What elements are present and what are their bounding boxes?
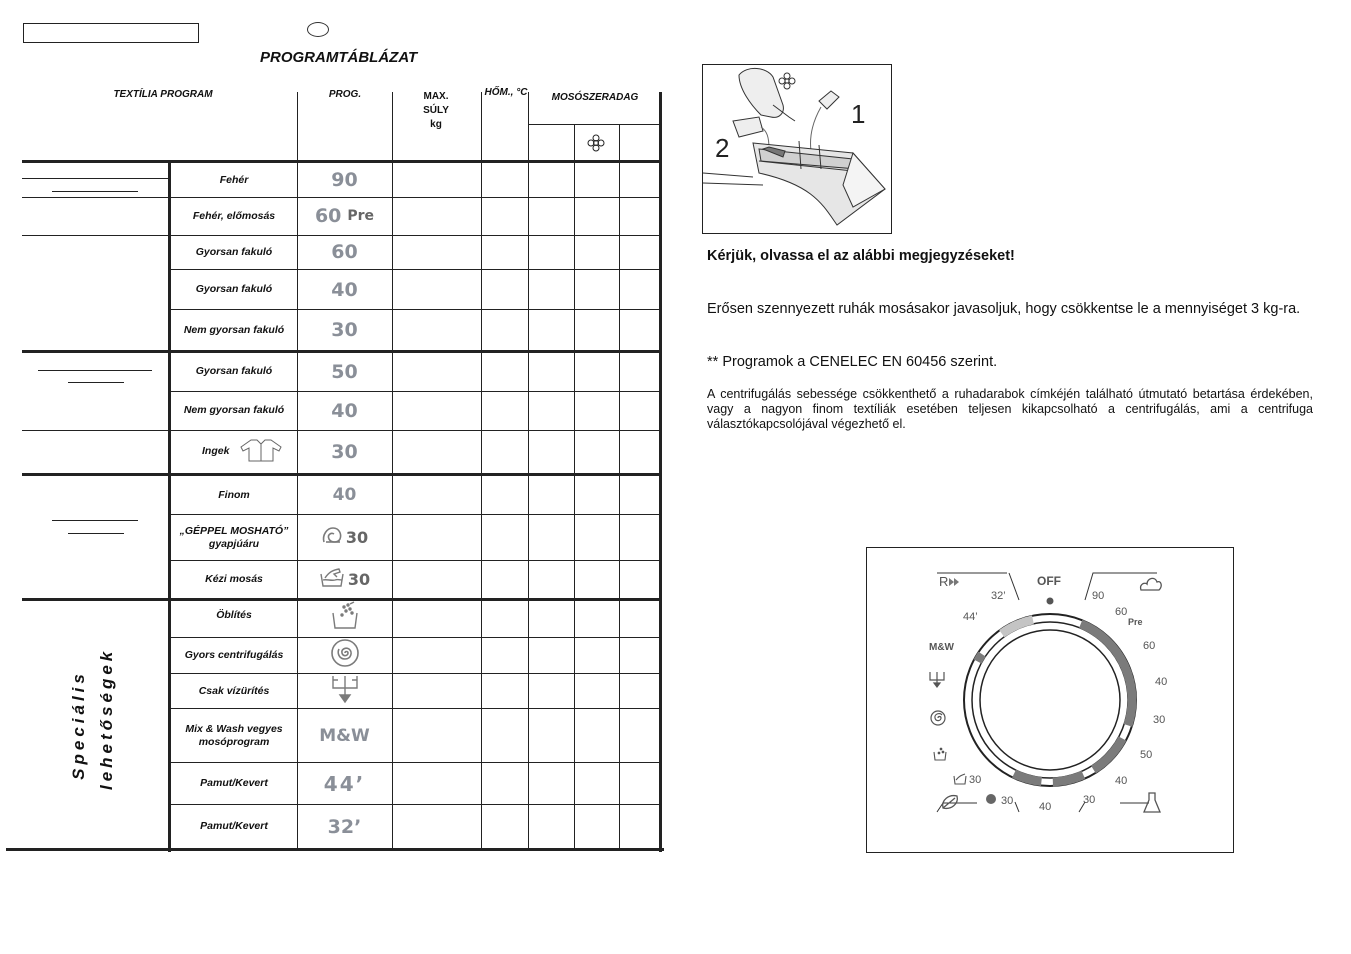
prog-value	[298, 805, 391, 848]
prog-icon-cell	[298, 601, 391, 636]
flower-icon	[586, 133, 606, 158]
prog-number: 60	[331, 241, 358, 263]
hand-wash-icon	[954, 774, 966, 784]
note-heavy-soil: Erősen szennyezett ruhák mosásakor javasoljuk, hogy csökkentse le a mennyiséget 3 kg-ra.	[707, 301, 1301, 317]
row-label: Ingek	[202, 445, 230, 457]
prog-icon-cell	[298, 674, 391, 708]
program-table	[0, 0, 670, 860]
shirt-icon	[237, 437, 285, 467]
notes-heading: Kérjük, olvassa el az alábbi megjegyzéseket!	[707, 248, 1015, 264]
spin-icon	[330, 638, 360, 673]
prog-value	[298, 709, 391, 762]
prog-value	[298, 431, 391, 472]
prog-number: 50	[331, 360, 358, 383]
col-temp: HŐM., °C	[484, 87, 528, 98]
dial-label: 40	[1039, 801, 1052, 813]
prog-number: 44’	[323, 771, 366, 796]
dial-label: 30	[1153, 714, 1166, 726]
col-textile-program: TEXTÍLIA PROGRAM	[113, 89, 213, 100]
col-max-weight	[395, 90, 477, 132]
prog-number: 40	[331, 278, 358, 301]
row-label: Nem gyorsan fakuló	[183, 404, 285, 416]
prog-number: 30	[331, 319, 358, 341]
rinse-icon	[330, 601, 360, 636]
dial-pre-label: Pre	[1128, 617, 1143, 627]
row-label: Nem gyorsan fakuló	[183, 323, 285, 336]
program-dial-figure	[866, 547, 1234, 853]
row-label: Finom	[218, 488, 250, 501]
prog-value	[298, 561, 391, 598]
special-group-text: Speciális lehetőségek	[69, 647, 116, 790]
drain-icon	[930, 672, 944, 687]
prog-number: 40	[331, 399, 358, 422]
dial-label: 30	[1083, 794, 1096, 806]
prog-value	[298, 515, 391, 560]
row-label: Mix & Wash vegyes mosóprogram	[185, 722, 283, 748]
prog-number: 30	[331, 440, 358, 463]
row-label: „GÉPPEL MOSHATÓ” gyapjúáru	[179, 524, 289, 550]
prog-number: 90	[331, 169, 358, 191]
hand-wash-icon	[319, 566, 345, 593]
row-label: Gyorsan fakuló	[195, 245, 273, 258]
dial-label: 50	[1140, 749, 1153, 761]
col-detergent: MOSÓSZERADAG	[551, 92, 639, 103]
col-max-weight-text: MAX. SÚLY kg	[423, 91, 449, 130]
program-dial	[867, 548, 1233, 852]
row-label: Pamut/Kevert	[200, 820, 268, 832]
prog-number: 30	[347, 570, 371, 589]
detergent-drawer-illustration	[703, 65, 891, 233]
dial-label: 30	[1001, 795, 1014, 807]
dial-off-dot	[1047, 598, 1054, 605]
dial-label: 30	[969, 774, 982, 786]
dial-off-label: OFF	[1037, 574, 1061, 588]
svg-text:R: R	[939, 574, 949, 589]
prog-icon-cell	[298, 638, 391, 673]
spin-icon	[931, 711, 945, 725]
note-spin-speed: A centrifugálás sebessége csökkenthető a ruhadarabok címkéjén található útmutató betartása érdekében, vagy a nagyon finom textíliák esetében teljesen kikapcsolható a centrifugálás, ami a centrifuga választókapcsolójával végezhető el.	[707, 387, 1313, 431]
note-cenelec: ** Programok a CENELEC EN 60456 szerint.	[707, 354, 998, 370]
row-label: Pamut/Kevert	[200, 777, 268, 789]
dial-label: 60	[1143, 640, 1156, 652]
prog-value	[298, 310, 391, 350]
dial-arc-quick	[1002, 620, 1033, 634]
dial-mw-label: M&W	[929, 642, 954, 653]
wool-icon	[321, 525, 343, 550]
col-prog: PROG.	[328, 89, 362, 100]
row-label: Öblítés	[216, 608, 252, 621]
drawer-label-1: 1	[851, 99, 866, 129]
dial-arc-delicate-left	[1014, 774, 1041, 782]
dial-arc-delicate-right	[1053, 775, 1083, 782]
prog-number: M&W	[319, 725, 370, 746]
prog-value	[298, 353, 391, 390]
prog-value	[298, 270, 391, 309]
dial-label: 90	[1092, 590, 1105, 602]
wool-icon	[986, 794, 996, 804]
dial-label: 32’	[991, 590, 1006, 602]
drawer-label-2: 2	[715, 133, 730, 163]
dial-arc-mw	[978, 654, 982, 661]
prog-value	[298, 163, 391, 197]
row-label: Fehér, előmosás	[192, 209, 276, 222]
prog-number: 60	[314, 205, 342, 227]
prog-value	[298, 198, 391, 234]
prog-number: 30	[345, 528, 369, 547]
prog-value	[298, 236, 391, 268]
row-label: Gyorsan fakuló	[195, 365, 273, 377]
row-label: Gyors centrifugálás	[184, 649, 284, 661]
row-label-shirts	[172, 431, 296, 472]
prog-value	[298, 476, 391, 514]
row-label: Fehér	[219, 173, 249, 186]
cotton-icon	[1141, 578, 1162, 590]
prewash-label: Pre	[347, 208, 375, 224]
rinse-icon	[934, 748, 946, 760]
rinse-spin-icon	[939, 574, 959, 589]
row-label: Kézi mosás	[205, 573, 263, 585]
special-group-cell	[18, 610, 168, 840]
dial-label: 60	[1115, 606, 1128, 618]
drain-icon	[330, 672, 360, 711]
page-title: PROGRAMTÁBLÁZAT	[260, 49, 418, 66]
prog-value	[298, 392, 391, 429]
dial-label: 40	[1115, 775, 1128, 787]
special-group-label	[65, 647, 121, 790]
row-label: Gyorsan fakuló	[195, 283, 273, 295]
dial-label: 44’	[963, 611, 978, 623]
detergent-drawer-figure	[702, 64, 892, 234]
prog-number: 40	[332, 485, 357, 505]
prog-value	[298, 763, 391, 804]
prog-number: 32’	[327, 815, 362, 838]
row-label: Csak vízürítés	[198, 684, 270, 697]
dial-label: 40	[1155, 676, 1168, 688]
delicate-icon	[943, 796, 958, 809]
